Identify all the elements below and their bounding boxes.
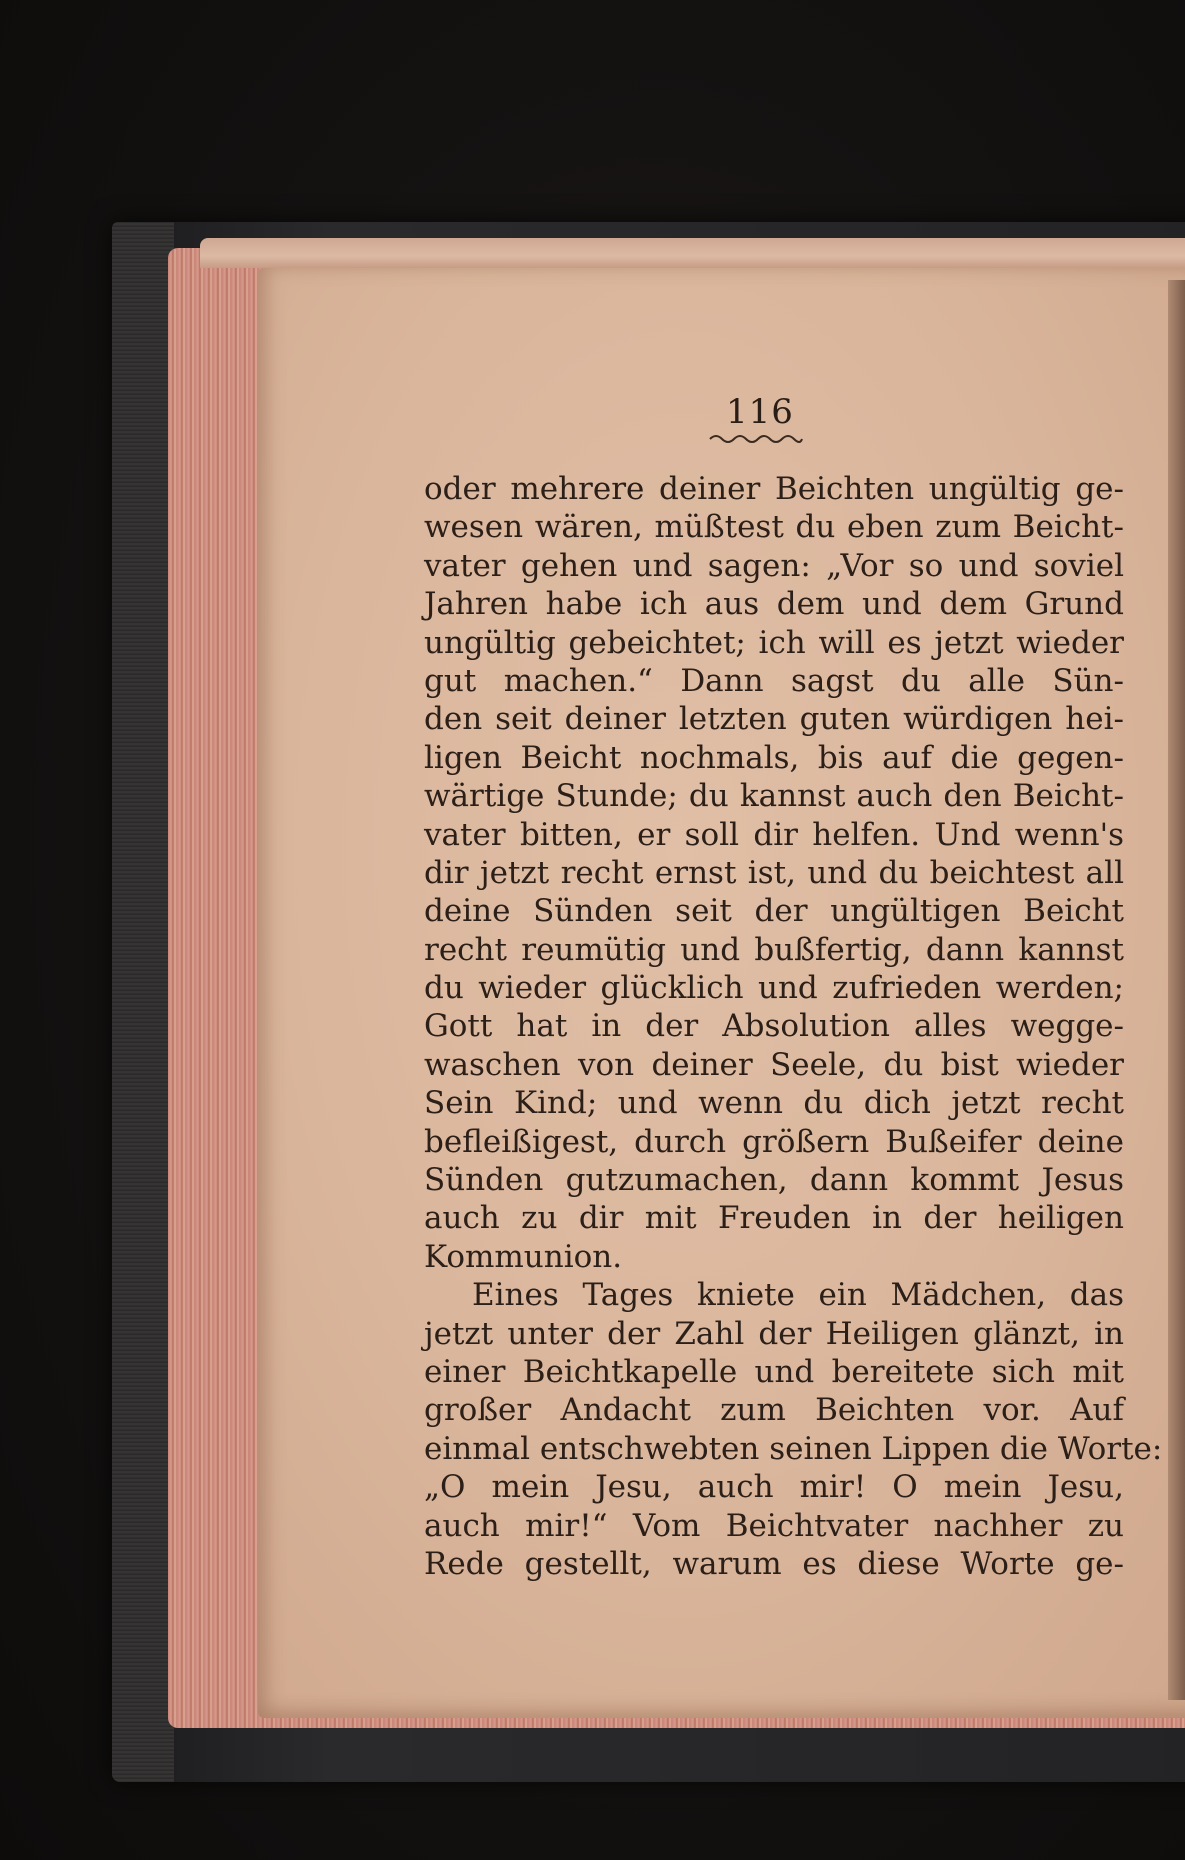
text-line: Jahren habe ich aus dem und dem Grund (424, 586, 1124, 623)
text-line: Kommunion. (424, 1238, 623, 1275)
text-line: jetzt unter der Zahl der Heiligen glänzt, in (424, 1315, 1124, 1352)
text-line: ungültig gebeichtet; ich will es jetzt wieder (424, 624, 1124, 661)
text-line: recht reumütig und bußfertig, dann kannst (424, 931, 1124, 968)
text-line: einmal entschwebten seinen Lippen die Worte: (424, 1430, 1163, 1467)
text-line: du wieder glücklich und zufrieden werden; (424, 970, 1124, 1007)
text-line: wärtige Stunde; du kannst auch den Beicht- (424, 778, 1124, 815)
book-spine-edge (112, 222, 174, 1782)
text-line: vater bitten, er soll dir helfen. Und wenn's (424, 816, 1124, 853)
page-stack-top (200, 238, 1185, 268)
text-line: ligen Beicht nochmals, bis auf die gegen- (424, 739, 1124, 776)
text-line: dir jetzt recht ernst ist, und du beichtest all (424, 854, 1124, 891)
body-text (424, 470, 1163, 1583)
text-line: deine Sünden seit der ungültigen Beicht (424, 893, 1124, 930)
text-line: auch mir!“ Vom Beichtvater nachher zu (424, 1507, 1124, 1544)
text-line: auch zu dir mit Freuden in der heiligen (424, 1200, 1124, 1237)
paragraph-1 (424, 470, 1124, 1276)
paragraph-2 (424, 1276, 1163, 1583)
text-line: einer Beichtkapelle und bereitete sich mit (424, 1353, 1124, 1390)
text-line: vater gehen und sagen: „Vor so und soviel (424, 547, 1124, 584)
wavy-ornament-icon (708, 432, 804, 446)
text-line: Sein Kind; und wenn du dich jetzt recht (424, 1085, 1124, 1122)
text-line: wesen wären, müßtest du eben zum Beicht- (424, 509, 1124, 546)
text-line: großer Andacht zum Beichten vor. Auf (424, 1392, 1124, 1429)
text-line: Eines Tages kniete ein Mädchen, das (472, 1277, 1124, 1314)
gutter-shadow (1168, 280, 1185, 1700)
text-line: oder mehrere deiner Beichten ungültig ge- (424, 471, 1124, 507)
text-line: waschen von deiner Seele, du bist wieder (424, 1046, 1124, 1083)
text-line: befleißigest, durch größern Bußeifer deine (424, 1123, 1124, 1160)
text-line: den seit deiner letzten guten würdigen hei- (424, 701, 1124, 738)
text-line: „O mein Jesu, auch mir! O mein Jesu, (424, 1469, 1124, 1506)
text-line: gut machen.“ Dann sagst du alle Sün- (424, 662, 1124, 699)
page-number: 116 (726, 392, 794, 432)
text-line: Rede gestellt, warum es diese Worte ge- (424, 1545, 1124, 1582)
text-line: Sünden gutzumachen, dann kommt Jesus (424, 1162, 1124, 1199)
text-line: Gott hat in der Absolution alles wegge- (424, 1008, 1124, 1045)
